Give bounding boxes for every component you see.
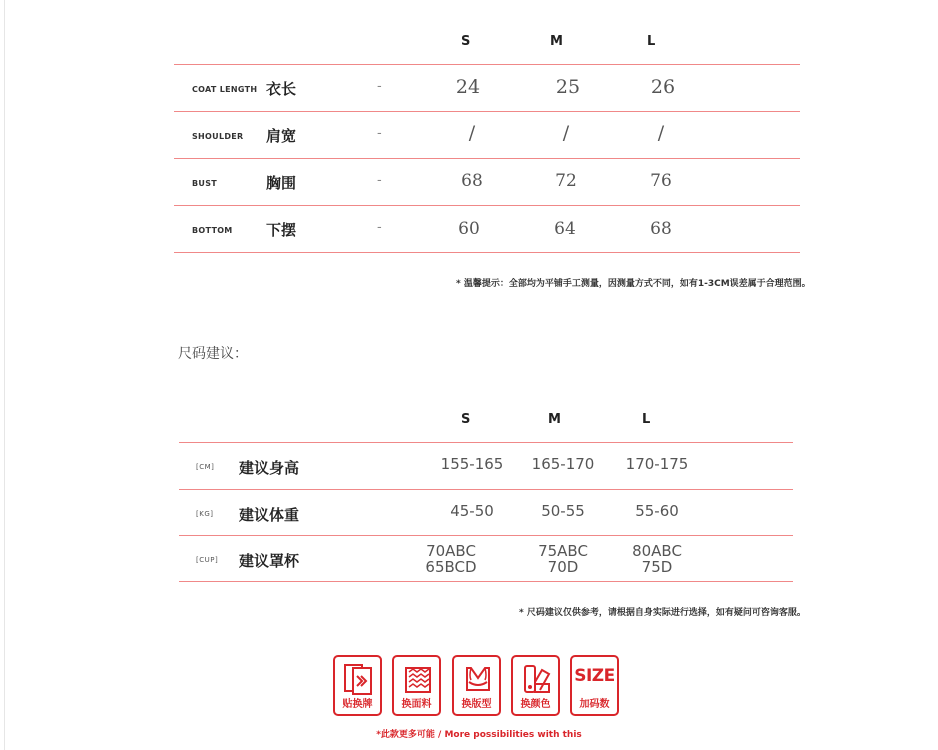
table-divider <box>174 252 800 253</box>
service-label: 换面料 <box>401 699 432 710</box>
size-header-m: M <box>550 34 563 49</box>
service-style <box>452 655 501 716</box>
cell-value: / <box>562 122 570 144</box>
cell-value: 24 <box>455 76 481 98</box>
service-label: 换颜色 <box>520 699 551 710</box>
cell-value: 80ABC 75D <box>632 542 682 576</box>
cell-value: 68 <box>461 171 483 191</box>
size-header-s: S <box>461 412 471 427</box>
row-unit: [KG] <box>196 510 214 518</box>
row-dash: - <box>377 220 382 235</box>
recommend-note: * 尺码建议仅供参考，请根据自身实际进行选择，如有疑问可咨询客服。 <box>519 608 806 618</box>
row-dash: - <box>377 126 382 141</box>
bra-style-icon <box>461 662 495 696</box>
cell-value: 50-55 <box>541 502 585 520</box>
cell-value: 68 <box>650 219 672 239</box>
cell-value: 45-50 <box>450 502 494 520</box>
color-swatch-icon <box>520 662 554 696</box>
possibilities-note <box>0 727 938 740</box>
row-label-cn: 肩宽 <box>266 127 297 145</box>
table-row <box>174 65 800 111</box>
size-header-s: S <box>461 34 471 49</box>
service-label: 加码数 <box>579 699 610 710</box>
cell-value: / <box>468 122 476 144</box>
row-label-en: COAT LENGTH <box>192 85 258 94</box>
table-divider <box>179 581 793 582</box>
cell-value: 70ABC 65BCD <box>425 542 477 576</box>
table-row <box>174 206 800 252</box>
section-title: 尺码建议： <box>178 346 248 362</box>
service-label: 换版型 <box>461 699 492 710</box>
row-label-cn: 胸围 <box>266 174 297 192</box>
tag-swap-icon <box>342 662 374 696</box>
cell-value: 76 <box>650 171 672 191</box>
table-row <box>174 112 800 158</box>
row-label-cn: 建议罩杯 <box>239 552 300 570</box>
cell-value: 25 <box>555 76 581 98</box>
cell-value: 155-165 <box>440 455 504 473</box>
service-label: 贴换牌 <box>342 699 373 710</box>
service-tag-swap <box>333 655 382 716</box>
table-row <box>174 159 800 205</box>
row-label-cn: 下摆 <box>266 221 297 239</box>
row-label-en: BOTTOM <box>192 226 233 235</box>
row-label-cn: 建议体重 <box>239 506 300 524</box>
cell-value: 64 <box>554 219 576 239</box>
size-header-m: M <box>548 412 561 427</box>
row-label-cn: 建议身高 <box>239 459 300 477</box>
fabric-icon <box>401 662 435 696</box>
row-dash: - <box>377 79 382 94</box>
row-unit: [CM] <box>196 463 215 471</box>
size-header-l: L <box>642 412 651 427</box>
cell-value: 60 <box>458 219 480 239</box>
size-header-l: L <box>647 34 656 49</box>
row-dash: - <box>377 173 382 188</box>
possibilities-note-text: *此款更多可能 / More possibilities with this <box>376 730 582 740</box>
left-border-line <box>4 0 5 750</box>
row-label-en: SHOULDER <box>192 132 244 141</box>
cell-value: 75ABC 70D <box>538 542 588 576</box>
row-label-en: BUST <box>192 179 218 188</box>
measurement-note: * 温馨提示：全部均为平铺手工测量，因测量方式不同，如有1-3CM误差属于合理范围。 <box>456 279 811 289</box>
cell-value: / <box>657 122 665 144</box>
table-row <box>179 536 793 582</box>
cell-value: 170-175 <box>625 455 689 473</box>
row-label-cn: 衣长 <box>266 80 297 98</box>
service-fabric <box>392 655 441 716</box>
cell-value: 72 <box>555 171 577 191</box>
service-color <box>511 655 560 716</box>
service-size <box>570 655 619 716</box>
cell-value: 26 <box>650 76 676 98</box>
table-row <box>179 490 793 536</box>
size-icon: SIZE <box>574 666 615 686</box>
cell-value: 55-60 <box>635 502 679 520</box>
row-unit: [CUP] <box>196 556 219 564</box>
table-row <box>179 443 793 489</box>
cell-value: 165-170 <box>531 455 595 473</box>
